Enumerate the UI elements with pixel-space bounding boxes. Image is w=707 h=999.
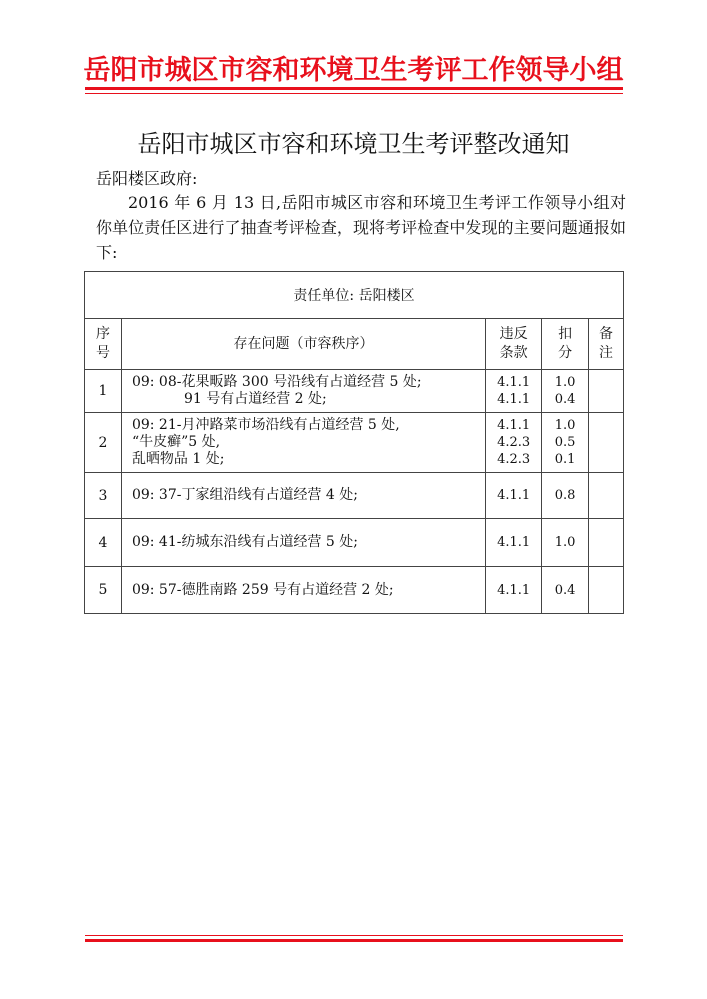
row-score: 1.0 — [542, 519, 589, 567]
header-remark: 备 注 — [589, 319, 624, 370]
row-seq: 1 — [85, 370, 122, 413]
responsible-unit: 责任单位: 岳阳楼区 — [85, 272, 624, 319]
row-remark — [589, 567, 624, 614]
table-row — [85, 370, 624, 413]
row-issue: 09: 37-丁家组沿线有占道经营 4 处; — [121, 473, 485, 519]
row-issue: 09: 57-德胜南路 259 号有占道经营 2 处; — [121, 567, 485, 614]
header-issue: 存在问题（市容秩序） — [121, 319, 485, 370]
row-score: 1.0 0.5 0.1 — [542, 413, 589, 473]
row-seq: 2 — [85, 413, 122, 473]
table-row — [85, 473, 624, 519]
row-clause: 4.1.1 — [486, 567, 542, 614]
row-score: 1.0 0.4 — [542, 370, 589, 413]
row-issue: 09: 21-月冲路菜市场沿线有占道经营 5 处, “牛皮癣”5 处, 乱晒物品 1 处; — [121, 413, 485, 473]
notice-title: 岳阳市城区市容和环境卫生考评整改通知 — [137, 130, 570, 158]
footer-rule-thick — [85, 939, 623, 942]
row-clause: 4.1.1 — [486, 519, 542, 567]
row-clause: 4.1.1 — [486, 473, 542, 519]
row-remark — [589, 370, 624, 413]
row-seq: 3 — [85, 473, 122, 519]
salutation: 岳阳楼区政府: — [96, 169, 198, 188]
issues-table — [84, 271, 624, 614]
row-remark — [589, 413, 624, 473]
intro-paragraph: 2016 年 6 月 13 日,岳阳市城区市容和环境卫生考评工作领导小组对你单位责任区进行了抽查考评检查，现将考评检查中发现的主要问题通报如下: — [96, 193, 626, 262]
table-row — [85, 519, 624, 567]
row-seq: 4 — [85, 519, 122, 567]
row-clause: 4.1.1 4.1.1 — [486, 370, 542, 413]
row-remark — [589, 473, 624, 519]
row-score: 0.8 — [542, 473, 589, 519]
footer-rule-thin — [85, 935, 623, 936]
row-issue: 09: 08-花果畈路 300 号沿线有占道经营 5 处; 91 号有占道经营 2 处; — [121, 370, 485, 413]
row-remark — [589, 519, 624, 567]
row-seq: 5 — [85, 567, 122, 614]
header-deduct: 扣 分 — [542, 319, 589, 370]
org-header-title: 岳阳市城区市容和环境卫生考评工作领导小组 — [83, 55, 624, 86]
header-rule-thick — [85, 87, 623, 90]
row-score: 0.4 — [542, 567, 589, 614]
header-rule-thin — [85, 93, 623, 94]
header-seq: 序 号 — [85, 319, 122, 370]
header-clause: 违反 条款 — [486, 319, 542, 370]
row-clause: 4.1.1 4.2.3 4.2.3 — [486, 413, 542, 473]
row-issue: 09: 41-纺城东沿线有占道经营 5 处; — [121, 519, 485, 567]
table-row — [85, 567, 624, 614]
table-row — [85, 413, 624, 473]
